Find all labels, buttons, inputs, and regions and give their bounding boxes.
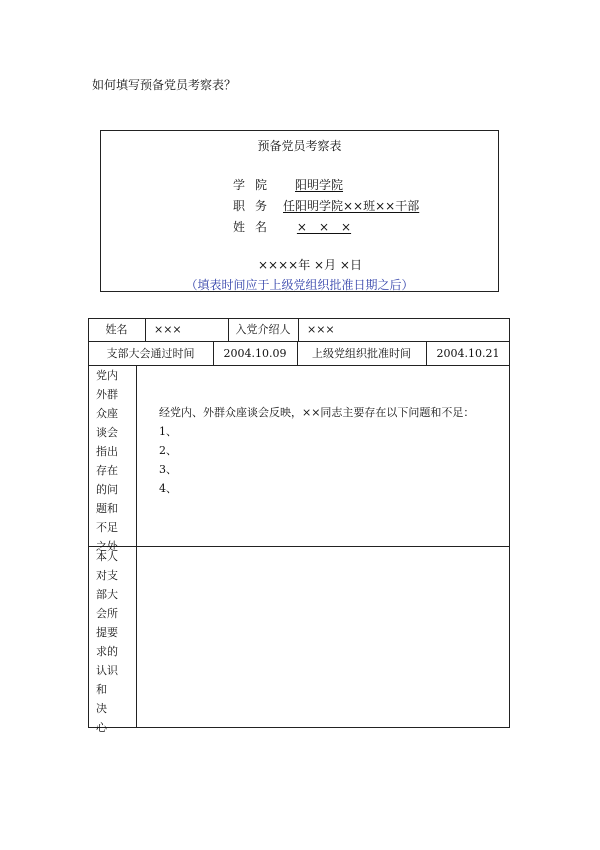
name-label: 姓名 — [105, 323, 128, 336]
section2-label-line: 部大 — [96, 588, 118, 601]
field-value-name: × × × — [296, 220, 352, 234]
section2-label-line: 本人 — [96, 550, 118, 563]
introducer-label: 入党介绍人 — [235, 323, 291, 336]
section1-label-line: 众座 — [96, 407, 118, 420]
section2-label-line: 认识 — [96, 664, 118, 677]
table-rule-col-g — [136, 365, 137, 728]
section2-label-line: 求的 — [96, 645, 118, 658]
section1-label-line: 外群 — [96, 388, 118, 401]
table-border-bottom — [88, 727, 510, 728]
approval-date-label: 上级党组织批准时间 — [312, 347, 411, 360]
branch-date-label: 支部大会通过时间 — [106, 347, 195, 360]
section1-item: 3、 — [159, 463, 177, 476]
section2-label-line: 提要 — [96, 626, 118, 639]
field-label-name: 姓名 — [233, 220, 278, 234]
section1-label-line: 不足 — [96, 521, 118, 534]
introducer-value: ××× — [307, 323, 335, 336]
section2-label-line: 对支 — [96, 569, 118, 582]
cover-box — [100, 130, 499, 292]
section1-label-line: 题和 — [96, 502, 118, 515]
table-rule-row3 — [88, 546, 510, 547]
section1-label — [90, 366, 132, 556]
section2-label-line: 决 — [96, 702, 107, 715]
assessment-table — [88, 318, 510, 734]
cover-date: ××××年 ×月 ×日 — [258, 258, 362, 272]
section1-item: 1、 — [159, 425, 177, 438]
section1-intro: 经党内、外群众座谈会反映，××同志主要存在以下问题和不足： — [159, 406, 475, 419]
table-border-top — [88, 318, 510, 319]
field-label-position: 职务 — [233, 199, 278, 213]
section1-content — [159, 403, 474, 498]
table-rule-col-c — [298, 318, 299, 342]
section1-label-line: 谈会 — [96, 426, 118, 439]
field-value-position: 任阳明学院××班××干部 — [283, 199, 420, 213]
table-border-left — [88, 318, 89, 728]
field-value-school: 阳明学院 — [295, 178, 344, 192]
branch-date-value: 2004.10.09 — [223, 347, 287, 360]
cover-title: 预备党员考察表 — [257, 139, 342, 153]
section2-label — [90, 547, 132, 737]
section1-label-line: 党内 — [96, 369, 118, 382]
section1-item: 2、 — [159, 444, 177, 457]
section2-label-line: 和 — [96, 683, 107, 696]
field-label-school: 学院 — [233, 178, 278, 192]
section1-label-line: 指出 — [96, 445, 118, 458]
section1-label-line: 的问 — [96, 483, 118, 496]
section2-label-line: 会所 — [96, 607, 118, 620]
table-rule-row1 — [88, 341, 510, 342]
cover-note: （填表时间应于上级党组织批准日期之后） — [185, 278, 414, 292]
section1-label-line: 存在 — [96, 464, 118, 477]
section1-item: 4、 — [159, 482, 177, 495]
name-value: ××× — [154, 323, 182, 336]
section1-label-line: 之处 — [96, 540, 118, 553]
approval-date-value: 2004.10.21 — [436, 347, 500, 360]
section2-label-line: 心 — [96, 721, 107, 734]
page-question: 如何填写预备党员考察表？ — [92, 78, 237, 92]
table-rule-col-a — [145, 318, 146, 342]
table-border-right — [509, 318, 510, 728]
table-rule-row2 — [88, 365, 510, 366]
